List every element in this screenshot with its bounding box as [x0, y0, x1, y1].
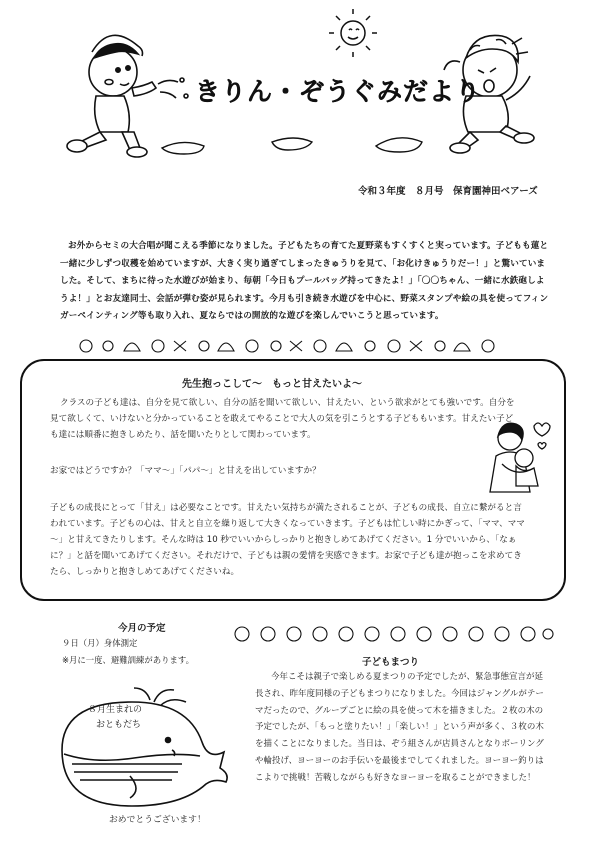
intro-paragraph: お外からセミの大合唱が聞こえる季節になりました。子どもたちの育てた夏野菜もすくすくと実っています。子どもも蓮と一緒に少しずつ収穫を始めていますが、大きく実り過ぎてしまったきゅうりを見て、「お化けきゅうりだー！」と驚いていました。そして、まちに待った水遊びが始まり、毎朝「今日もプールバッグ持ってきたよ！」「〇〇ちゃん、一緒に水鉄砲しようよ！」とお友達同士、会話が弾む姿が見られます。今月も引き続き水遊びを中心に、野菜スタンプや絵の具を使ってフィンガーペインティング等も取り入れ、夏ならではの開放的な遊びを楽しんでいこうと思っています。	[60, 241, 549, 321]
feature-paragraph-1: クラスの子ども達は、自分を見て欲しい、自分の話を聞いて欲しい、甘えたい、という欲求がとても強いです。自分を見て欲しくて、いけないと分かっていることを敢えてやることで大人の気を引こうとする子どももいます。甘えたい子ども達には順番に抱きしめたり、話を聞いたりとして関わっています。	[50, 398, 515, 440]
issue-dateline: 令和３年度 ８月号 保育園神田ベアーズ	[358, 186, 538, 197]
birthday-congratulations: おめでとうございます！	[109, 815, 206, 825]
decorative-border-festival	[232, 624, 554, 648]
schedule-title: 今月の予定	[118, 623, 166, 634]
sun-icon	[329, 9, 377, 57]
festival-paragraph: 今年こそは親子で楽しめる夏まつりの予定でしたが、緊急事態宣言が延長され、昨年度同様の子どもまつりになりました。今回はジャングルがテーマだったので、グループごとに絵の具を使って木を描きました。２枚の木の予定でしたが、「もっと塗りたい！」「楽しい！」という声が多く、３枚の木を描くことになりました。当日は、ぞう組さんが店員さんとなりボーリングや輪投げ、ヨーヨーのお手伝いを最後までしてくれました。ヨーヨー釣りはこよりで挑戦！苦戦しながらも好きなヨーヨーを取ることができました！	[255, 672, 544, 783]
newsletter-title: きりん・ぞうぐみだより	[195, 77, 482, 106]
whale-icon	[50, 680, 230, 805]
birthday-label-line-2: おともだち	[96, 720, 142, 730]
schedule-item-2: ※月に一度、避難訓練があります。	[62, 655, 194, 665]
feature-box-title: 先生抱っこして～ もっと甘えたいよ～	[182, 379, 362, 390]
child-with-water-gun-icon	[67, 35, 188, 157]
mother-hugging-child-icon	[486, 416, 552, 494]
puddles	[162, 138, 422, 154]
feature-question: お家ではどうですか？「ママ～」「パパ～」と甘えを出していますか？	[50, 466, 321, 476]
schedule-item-1: ９日（月）身体測定	[62, 638, 138, 648]
birthday-label-line-1: ８月生まれの	[88, 705, 143, 715]
decorative-border-top	[78, 335, 498, 357]
festival-title: 子どもまつり	[362, 657, 420, 668]
feature-paragraph-2: 子どもの成長にとって「甘え」は必要なことです。甘えたい気持ちが満たされることが、子どもの成長、自立に繋がると言われています。子どもの心は、甘えと自立を繰り返して大きくなっていきます。子どもは忙しい時にかぎって、「ママ、ママ～」と甘えてきたりします。そんな時は 10 秒でいいからしっかりと抱きしめてあげてください。1 分でいいから、「なぁに？」と話を聞いてあげてください。それだけで、子どもは親の愛情を実感できます。お家で子ども達が抱っこを求めてきたら、しっかりと抱きしめてあげてくださいね。	[50, 503, 525, 577]
